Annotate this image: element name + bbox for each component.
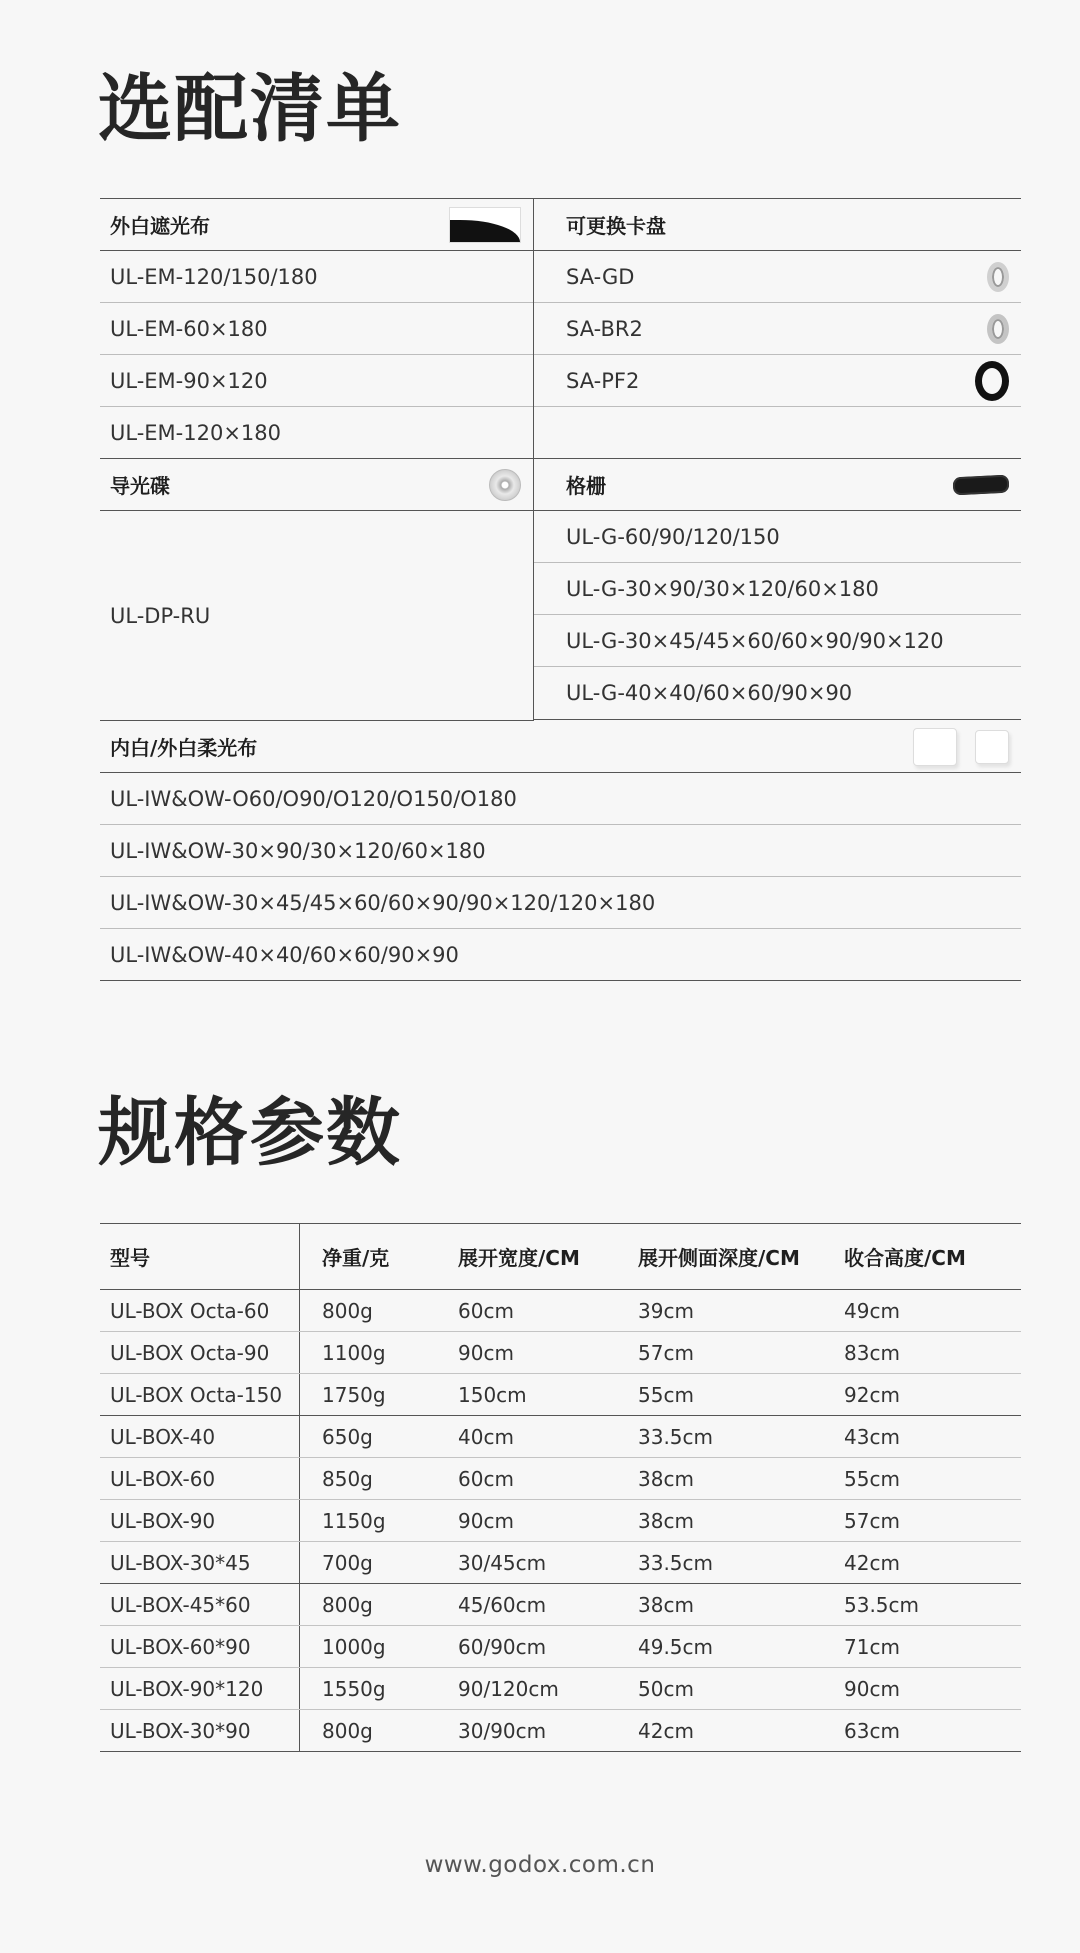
item-label: UL-IW&OW-O60/O90/O120/O150/O180 (110, 786, 517, 811)
optional-accessories-list (100, 198, 1021, 981)
table-cell: UL-BOX Octa-60 (100, 1290, 300, 1332)
table-cell: 71cm (834, 1626, 1021, 1668)
specifications-title: 规格参数 (98, 1090, 402, 1176)
ring-icon (975, 361, 1009, 401)
table-cell: 63cm (834, 1710, 1021, 1752)
list-item (100, 251, 533, 303)
list-item (100, 407, 533, 459)
item-label: UL-G-30×90/30×120/60×180 (566, 576, 879, 601)
grid-header (534, 459, 1021, 511)
item-label: UL-EM-120/150/180 (110, 264, 318, 289)
table-cell: UL-BOX-60*90 (100, 1626, 300, 1668)
list-item (100, 303, 533, 355)
table-cell: UL-BOX-90 (100, 1500, 300, 1542)
table-header-row (100, 1224, 1021, 1290)
table-row (100, 1458, 1021, 1500)
table-row (100, 1416, 1021, 1458)
table-row (100, 1374, 1021, 1416)
diffuser-icons (895, 728, 1009, 766)
item-label: SA-PF2 (566, 368, 640, 393)
table-cell: 33.5cm (628, 1416, 834, 1458)
column-header-folded-height: 收合高度/CM (834, 1224, 1021, 1290)
table-cell: 1750g (300, 1374, 449, 1416)
table-cell: 38cm (628, 1458, 834, 1500)
accessory-band-cloth-ring (100, 199, 1021, 459)
table-cell: 90cm (448, 1332, 628, 1374)
ring-icon (987, 262, 1009, 292)
table-cell: 92cm (834, 1374, 1021, 1416)
diffuser-header (100, 721, 1021, 773)
table-cell: 57cm (628, 1332, 834, 1374)
list-item (534, 615, 1021, 667)
table-cell: UL-BOX-30*45 (100, 1542, 300, 1584)
list-item (100, 929, 1021, 981)
empty-cell (534, 407, 1021, 459)
item-label: UL-DP-RU (110, 603, 211, 628)
table-cell: 60/90cm (448, 1626, 628, 1668)
diffuser-label: 内白/外白柔光布 (110, 736, 258, 760)
ring-icon (987, 314, 1009, 344)
table-cell: UL-BOX Octa-90 (100, 1332, 300, 1374)
inner-diffuser-icon (913, 728, 957, 766)
list-item (534, 251, 1021, 303)
table-cell: 40cm (448, 1416, 628, 1458)
grid-label: 格栅 (566, 474, 606, 498)
table-cell: 49.5cm (628, 1626, 834, 1668)
table-cell: 700g (300, 1542, 449, 1584)
table-cell: 90/120cm (448, 1668, 628, 1710)
table-cell: 50cm (628, 1668, 834, 1710)
table-cell: UL-BOX-40 (100, 1416, 300, 1458)
accessory-band-disc-grid (100, 459, 1021, 721)
list-item (534, 303, 1021, 355)
table-cell: 1150g (300, 1500, 449, 1542)
light-disc-header (100, 459, 533, 511)
outer-white-cloth-label: 外白遮光布 (110, 214, 210, 238)
table-cell: 38cm (628, 1500, 834, 1542)
column-header-weight: 净重/克 (300, 1224, 449, 1290)
table-cell: UL-BOX-45*60 (100, 1584, 300, 1626)
table-row (100, 1584, 1021, 1626)
table-cell: 90cm (834, 1668, 1021, 1710)
table-cell: 42cm (834, 1542, 1021, 1584)
item-label: UL-IW&OW-30×90/30×120/60×180 (110, 838, 486, 863)
table-cell: 150cm (448, 1374, 628, 1416)
table-cell: 49cm (834, 1290, 1021, 1332)
table-row (100, 1710, 1021, 1752)
table-cell: 83cm (834, 1332, 1021, 1374)
light-disc-label: 导光碟 (110, 474, 170, 498)
table-row (100, 1668, 1021, 1710)
table-row (100, 1500, 1021, 1542)
item-label: UL-EM-60×180 (110, 316, 268, 341)
website-url: www.godox.com.cn (424, 1852, 656, 1878)
table-cell: 43cm (834, 1416, 1021, 1458)
optional-accessories-title: 选配清单 (98, 66, 402, 152)
item-label: UL-G-60/90/120/150 (566, 524, 780, 549)
column-header-width: 展开宽度/CM (448, 1224, 628, 1290)
list-item (534, 667, 1021, 720)
table-row (100, 1290, 1021, 1332)
table-cell: UL-BOX-30*90 (100, 1710, 300, 1752)
column-header-depth: 展开侧面深度/CM (628, 1224, 834, 1290)
table-row (100, 1626, 1021, 1668)
grid-icon (953, 474, 1010, 495)
table-cell: 38cm (628, 1584, 834, 1626)
table-row (100, 1332, 1021, 1374)
specifications-table (100, 1223, 1021, 1752)
column-header-model: 型号 (100, 1224, 300, 1290)
outer-diffuser-icon (975, 730, 1009, 764)
table-cell: 60cm (448, 1458, 628, 1500)
table-cell: 30/45cm (448, 1542, 628, 1584)
table-cell: 1000g (300, 1626, 449, 1668)
item-label: UL-IW&OW-40×40/60×60/90×90 (110, 942, 459, 967)
disc-icon (489, 469, 521, 501)
list-item (534, 355, 1021, 407)
table-cell: 45/60cm (448, 1584, 628, 1626)
table-cell: 90cm (448, 1500, 628, 1542)
list-item (534, 511, 1021, 563)
table-cell: 800g (300, 1290, 449, 1332)
table-cell: 650g (300, 1416, 449, 1458)
accessory-band-diffuser (100, 721, 1021, 981)
item-label: UL-G-30×45/45×60/60×90/90×120 (566, 628, 944, 653)
item-label: UL-G-40×40/60×60/90×90 (566, 681, 853, 705)
table-cell: 53.5cm (834, 1584, 1021, 1626)
table-cell: 30/90cm (448, 1710, 628, 1752)
table-cell: 850g (300, 1458, 449, 1500)
list-item (100, 773, 1021, 825)
list-item (100, 511, 533, 721)
table-cell: 60cm (448, 1290, 628, 1332)
table-cell: UL-BOX-60 (100, 1458, 300, 1500)
table-cell: 1100g (300, 1332, 449, 1374)
table-cell: 800g (300, 1710, 449, 1752)
adapter-ring-label: 可更换卡盘 (566, 214, 666, 238)
item-label: SA-GD (566, 264, 635, 289)
table-cell: 1550g (300, 1668, 449, 1710)
table-cell: 33.5cm (628, 1542, 834, 1584)
table-cell: 55cm (834, 1458, 1021, 1500)
table-cell: 57cm (834, 1500, 1021, 1542)
item-label: SA-BR2 (566, 316, 643, 341)
list-item (100, 877, 1021, 929)
table-cell: 800g (300, 1584, 449, 1626)
adapter-ring-header (534, 199, 1021, 251)
item-label: UL-EM-90×120 (110, 368, 268, 393)
table-cell: UL-BOX Octa-150 (100, 1374, 300, 1416)
table-cell: 55cm (628, 1374, 834, 1416)
list-item (100, 825, 1021, 877)
table-cell: UL-BOX-90*120 (100, 1668, 300, 1710)
cloth-icon (449, 207, 521, 243)
list-item (100, 355, 533, 407)
table-row (100, 1542, 1021, 1584)
item-label: UL-IW&OW-30×45/45×60/60×90/90×120/120×180 (110, 890, 656, 915)
list-item (534, 563, 1021, 615)
item-label: UL-EM-120×180 (110, 420, 282, 445)
table-cell: 39cm (628, 1290, 834, 1332)
table-cell: 42cm (628, 1710, 834, 1752)
outer-white-cloth-header (100, 199, 533, 251)
